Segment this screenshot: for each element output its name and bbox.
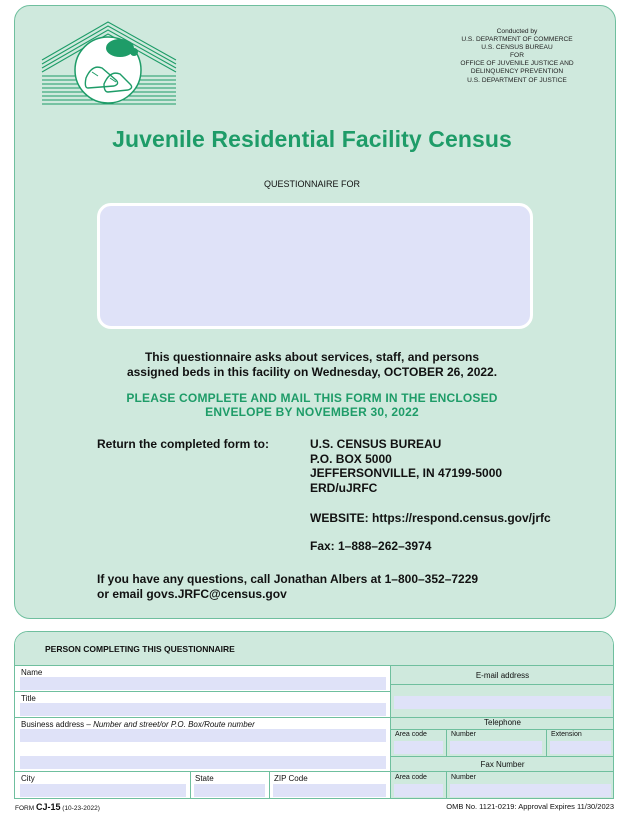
divider bbox=[15, 665, 614, 666]
fax-number-sub-label: Number bbox=[451, 774, 476, 781]
title-label: Title bbox=[21, 694, 36, 703]
return-label: Return the completed form to: bbox=[97, 437, 270, 451]
divider bbox=[390, 756, 614, 757]
fax-number-field[interactable] bbox=[450, 784, 611, 797]
deadline-notice bbox=[0, 391, 624, 419]
sponsor-line: U.S. CENSUS BUREAU bbox=[481, 44, 553, 51]
name-label: Name bbox=[21, 668, 43, 677]
deadline-line: PLEASE COMPLETE AND MAIL THIS FORM IN THE ENCLOSED bbox=[126, 391, 498, 405]
address-field-1[interactable] bbox=[20, 729, 386, 742]
divider bbox=[390, 684, 614, 685]
divider bbox=[390, 729, 614, 730]
city-label: City bbox=[21, 774, 35, 783]
contact-line: If you have any questions, call Jonathan Albers at 1–800–352–7229 bbox=[97, 572, 479, 586]
form-heading: PERSON COMPLETING THIS QUESTIONNAIRE bbox=[45, 644, 235, 654]
phone-area-code-label: Area code bbox=[395, 731, 427, 738]
email-label: E-mail address bbox=[475, 671, 530, 680]
phone-number-label: Number bbox=[451, 731, 476, 738]
sponsor-line: DELINQUENCY PREVENTION bbox=[470, 68, 564, 75]
zip-label: ZIP Code bbox=[274, 774, 308, 783]
intro-text bbox=[0, 350, 624, 380]
phone-area-code-field[interactable] bbox=[394, 741, 443, 754]
form-title: Juvenile Residential Facility Census bbox=[112, 126, 512, 152]
phone-extension-label: Extension bbox=[551, 731, 582, 738]
address-line: P.O. BOX 5000 bbox=[310, 451, 392, 466]
address-field-2[interactable] bbox=[20, 756, 386, 769]
address-label-text: Business address – bbox=[21, 720, 91, 729]
respondent-form bbox=[14, 631, 614, 799]
divider bbox=[390, 665, 391, 799]
contact-info bbox=[97, 572, 478, 602]
sponsor-block bbox=[432, 28, 602, 85]
sponsor-line: Conducted by bbox=[496, 28, 538, 35]
intro-line: This questionnaire asks about services, staff, and persons bbox=[144, 350, 480, 364]
divider bbox=[269, 771, 270, 799]
title-field[interactable] bbox=[20, 703, 386, 716]
phone-extension-field[interactable] bbox=[550, 741, 611, 754]
telephone-label: Telephone bbox=[484, 718, 521, 727]
fax-area-code-field[interactable] bbox=[394, 784, 443, 797]
form-id bbox=[15, 802, 100, 812]
address-line: ERD/uJRFC bbox=[310, 480, 378, 495]
state-label: State bbox=[195, 774, 214, 783]
deadline-line: ENVELOPE BY NOVEMBER 30, 2022 bbox=[205, 405, 419, 419]
intro-line: assigned beds in this facility on Wednesday, OCTOBER 26, 2022. bbox=[126, 365, 498, 379]
sponsor-line: FOR bbox=[510, 52, 524, 59]
sponsor-line: U.S. DEPARTMENT OF JUSTICE bbox=[467, 77, 567, 84]
form-code: CJ-15 bbox=[35, 802, 61, 812]
facility-name-box bbox=[97, 203, 533, 329]
phone-number-field[interactable] bbox=[450, 741, 542, 754]
form-prefix: FORM bbox=[15, 805, 35, 812]
state-field[interactable] bbox=[194, 784, 265, 797]
divider bbox=[546, 729, 547, 756]
address-hint: Number and street/or P.O. Box/Route number bbox=[93, 720, 255, 729]
fax-line: Fax: 1–888–262–3974 bbox=[310, 539, 432, 553]
sponsor-line: OFFICE OF JUVENILE JUSTICE AND bbox=[460, 60, 574, 67]
form-date: (10-23-2022) bbox=[62, 805, 100, 812]
website-line: WEBSITE: https://respond.census.gov/jrfc bbox=[310, 511, 551, 525]
jrfc-logo bbox=[38, 20, 180, 110]
mailing-address bbox=[310, 437, 502, 495]
divider bbox=[190, 771, 191, 799]
fax-area-code-label: Area code bbox=[395, 774, 427, 781]
divider bbox=[446, 771, 447, 799]
sponsor-line: U.S. DEPARTMENT OF COMMERCE bbox=[461, 36, 573, 43]
omb-notice: OMB No. 1121-0219: Approval Expires 11/30/2023 bbox=[446, 802, 614, 811]
address-label bbox=[21, 720, 255, 729]
address-line: U.S. CENSUS BUREAU bbox=[310, 437, 442, 451]
divider bbox=[15, 771, 614, 772]
address-line: JEFFERSONVILLE, IN 47199-5000 bbox=[310, 466, 503, 480]
fax-number-label: Fax Number bbox=[480, 760, 525, 769]
name-field[interactable] bbox=[20, 677, 386, 690]
divider bbox=[15, 691, 390, 692]
divider bbox=[446, 729, 447, 756]
zip-field[interactable] bbox=[273, 784, 386, 797]
questionnaire-for-label: QUESTIONNAIRE FOR bbox=[263, 179, 360, 189]
city-field[interactable] bbox=[20, 784, 186, 797]
contact-line: or email govs.JRFC@census.gov bbox=[97, 587, 287, 601]
email-field[interactable] bbox=[394, 696, 611, 709]
